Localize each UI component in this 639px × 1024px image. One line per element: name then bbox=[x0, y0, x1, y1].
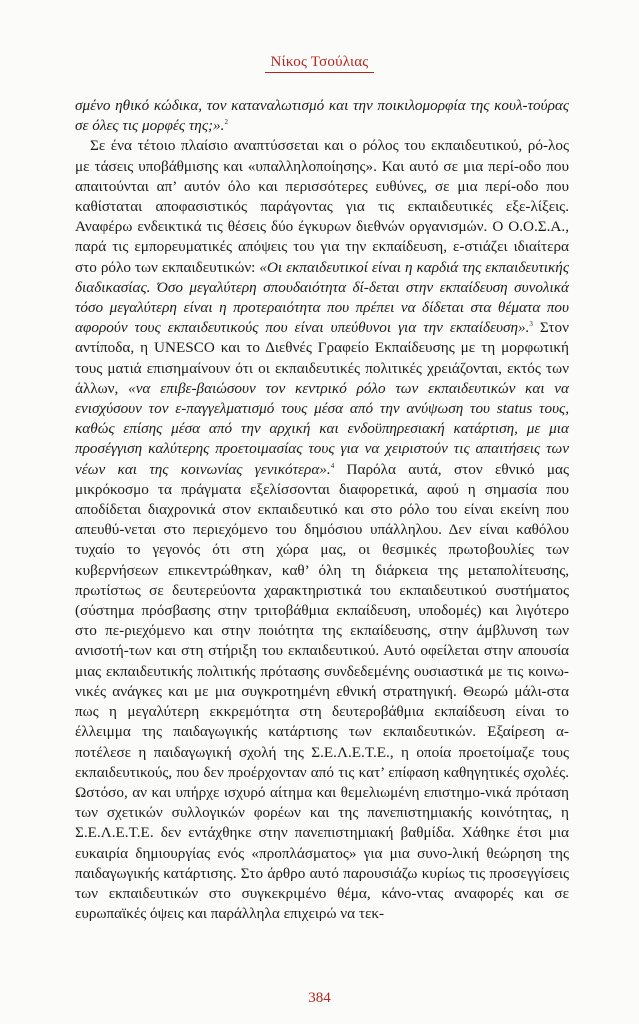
italic-quote: σμένο ηθικό κώδικα, τον καταναλωτισμό και την ποικιλομορφία της κουλ-τούρας σε όλες τις μορφές της;». bbox=[75, 97, 569, 135]
page-number: 384 bbox=[308, 990, 331, 1006]
italic-quote: «Οι εκπαιδευτικοί είναι η καρδιά της εκπαιδευτικής διαδικασίας. Όσο μεγαλύτερη σπουδαιότητα δί-δεται στην εκπαίδευση συνολικά τόσο μεγαλύτερη είναι η προτεραιότητα που πρέπει να δίδεται στα θέματα που αφορούν τους εκπαιδευτικούς που είναι υπεύθυνοι για την εκπαίδευση». bbox=[75, 258, 569, 337]
body-text bbox=[75, 96, 569, 924]
footnote-ref: 2 bbox=[224, 118, 228, 127]
text-run: Σε ένα τέτοιο πλαίσιο αναπτύσσεται και ο ρόλος του εκπαιδευτικού, ρό-λος με τάσεις υποβάθμισης και «υπαλληλοποίησης». Και αυτό σε μια περί-οδο που απαιτούνται απ’ αυτόν όλο και περισσότερες ευθύνες, σε μια περί-οδο που καθίσταται αποφασιστικός παράγοντας για τις εκπαιδευτικές εξε-λίξεις. Αναφέρω ενδεικτικά τις θέσεις δύο έγκυρων διεθνών οργανισμών. Ο Ο.Ο.Σ.Α., παρά τις εμπορευματικές απόψεις του για την εκπαίδευση, ε-στιάζει ιδιαίτερα στο ρόλο των εκπαιδευτικών: bbox=[75, 137, 569, 276]
footnote-ref: 3 bbox=[529, 320, 533, 329]
paragraph-continuation bbox=[75, 96, 569, 136]
running-title: Νίκος Τσούλιας bbox=[265, 54, 375, 73]
text-run: Παρόλα αυτά, στον εθνικό μας μικρόκοσμο τα πράγματα εξελίσσονται διαφορετικά, αφού η σημασία που αποδίδεται διαχρονικά στον εκπαιδευτικό και στο ρόλο του είναι εκείνη που απευθύ-νεται στο περιεχόμενο του δημόσιου υπάλληλου. Δεν είναι καθόλου τυχαίο το γεγονός ότι στη χώρα μας, οι θεσμικές πρωτοβουλίες των κυβερνήσεων επικεντρώθηκαν, καθ’ όλη τη διάρκεια της μεταπολίτευσης, πρωτίστως σε δευτερεύοντα χαρακτηριστικά του εκπαιδευτικού συστήματος (σύστημα πρόσβασης στην τριτοβάθμια εκπαίδευση, υποδομές) και λιγότερο στο πε-ριεχόμενο και στην ποιότητα της εκπαίδευσης, στην άμβλυνση των ανισοτή-των και στη στήριξη του εκπαιδευτικού. Αυτό οφείλεται στην απουσία μιας εκπαιδευτικής πολιτικής πρότασης συνδεδεμένης ουσιαστικά με τις κοινω-νικές ανάγκες και με μια συγκροτημένη εθνική στρατηγική. Θεωρώ μάλι-στα πως η μεγαλύτερη εκκρεμότητα στη δευτεροβάθμια εκπαίδευση είναι το έλλειμμα της παιδαγωγικής κατάρτισης των εκπαιδευτικών. Εξαίρεση α-ποτέλεσε η παιδαγωγική σχολή της Σ.Ε.Λ.Ε.Τ.Ε., η οποία προετοίμαζε τους εκπαιδευτικούς, που δεν προέρχονταν από τις κατ’ επίφαση καθηγητικές σχολές. Ωστόσο, αν και υπήρχε ισχυρό αίτημα και θεμελιωμένη επιστημο-νικά πρόταση των σχετικών συλλογικών φορέων και της πανεπιστημιακής κοινότητας, η Σ.Ε.Λ.Ε.Τ.Ε. δεν εντάχθηκε στην πανεπιστημιακή βαθμίδα. Χάθηκε έτσι μια ευκαιρία δημιουργίας ενός «προπλάσματος» για μια συνο-λική θεώρηση της παιδαγωγικής κατάρτισης. Στο άρθρο αυτό παρουσιάζω κυρίως τις προσεγγίσεις των εκπαιδευτικών στο συγκεκριμένο θέμα, κάνο-ντας αναφορές και σε ευρωπαϊκές όψεις και παράλληλα επιχειρώ να τεκ- bbox=[75, 460, 569, 923]
footnote-ref: 4 bbox=[330, 461, 335, 470]
italic-quote: «να επιβε-βαιώσουν τον κεντρικό ρόλο των εκπαιδευτικών και να ενισχύσουν τον ε-παγγελματισμό τους μέσα από την ανύψωση του status τους, καθώς επίσης μέσα από την αρχική και ενδοϋπηρεσιακή κατάρτιση, με μια προσέγγιση καλύτερης προετοιμασίας τους για να χειριστούν τις απαιτήσεις των νέων και της κοινωνίας γενικότερα». bbox=[75, 379, 569, 478]
running-header bbox=[0, 53, 639, 73]
text-run: Στον αντίποδα, η UNESCO και το Διεθνές Γραφείο Εκπαίδευσης με τη μορφωτική τους ματιά επισημαίνουν ότι οι εκπαιδευτικές πολιτικές χρειάζονται, εκτός των άλλων, bbox=[75, 319, 569, 397]
paragraph-main bbox=[75, 136, 569, 924]
